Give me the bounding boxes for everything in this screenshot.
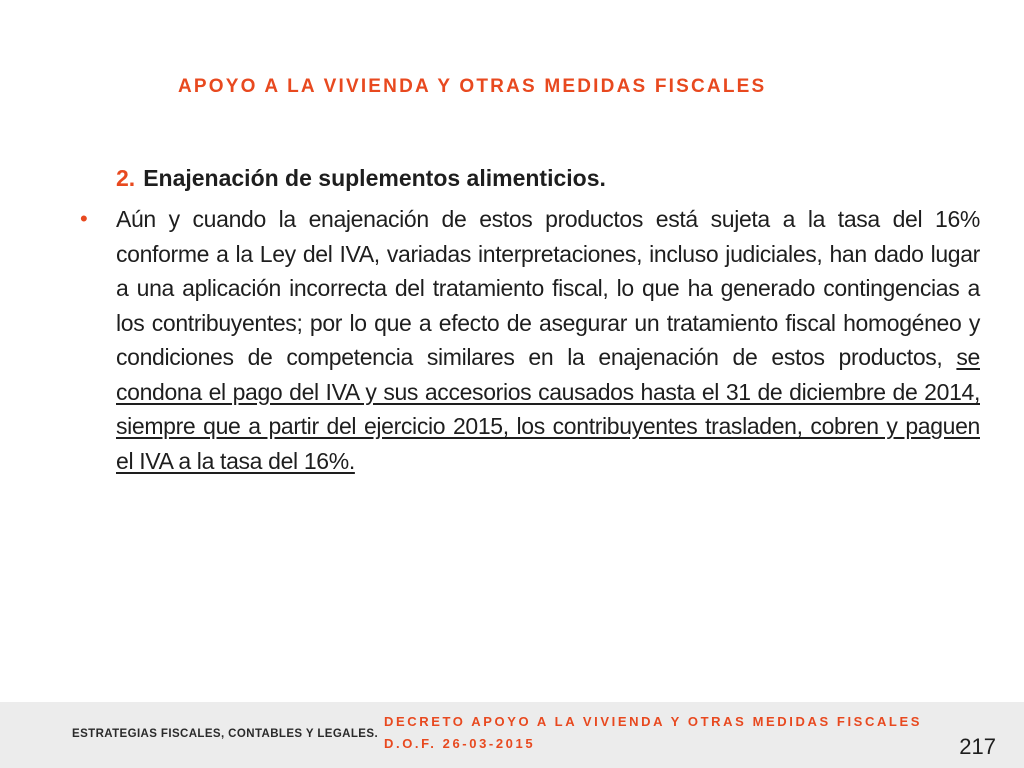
footer-firm-name: ESTRATEGIAS FISCALES, CONTABLES Y LEGALES. [72, 728, 379, 740]
body-paragraph [116, 202, 980, 478]
section-number: 2. [116, 165, 136, 191]
section-heading-text: Enajenación de suplementos alimenticios. [143, 165, 606, 191]
footer-reference-line2: D.O.F. 26-03-2015 [384, 736, 536, 751]
footer-reference-line1: DECRETO APOYO A LA VIVIENDA Y OTRAS MEDIDAS FISCALES [384, 714, 923, 729]
slide-title: APOYO A LA VIVIENDA Y OTRAS MEDIDAS FISCALES [178, 76, 767, 97]
paragraph-plain-text: Aún y cuando la enajenación de estos productos está sujeta a la tasa del 16% conforme a la Ley del IVA, variadas interpretaciones, incluso judiciales, han dado lugar a una aplicación incorrecta del tratamiento fiscal, lo que ha generado contingencias a los contribuyentes; por lo que a efecto de asegurar un tratamiento fiscal homogéneo y condiciones de competencia similares en la enajenación de estos productos, [116, 206, 980, 370]
paragraph-underlined-text: se condona el pago del IVA y sus accesorios causados hasta el 31 de diciembre de 2014, siempre que a partir del ejercicio 2015, los contribuyentes trasladen, cobren y paguen el IVA a la tasa del 16%. [116, 344, 980, 474]
footer-bar [0, 702, 1024, 768]
section-heading [116, 165, 606, 192]
bullet-icon: • [80, 206, 88, 231]
page-number: 217 [959, 734, 996, 759]
